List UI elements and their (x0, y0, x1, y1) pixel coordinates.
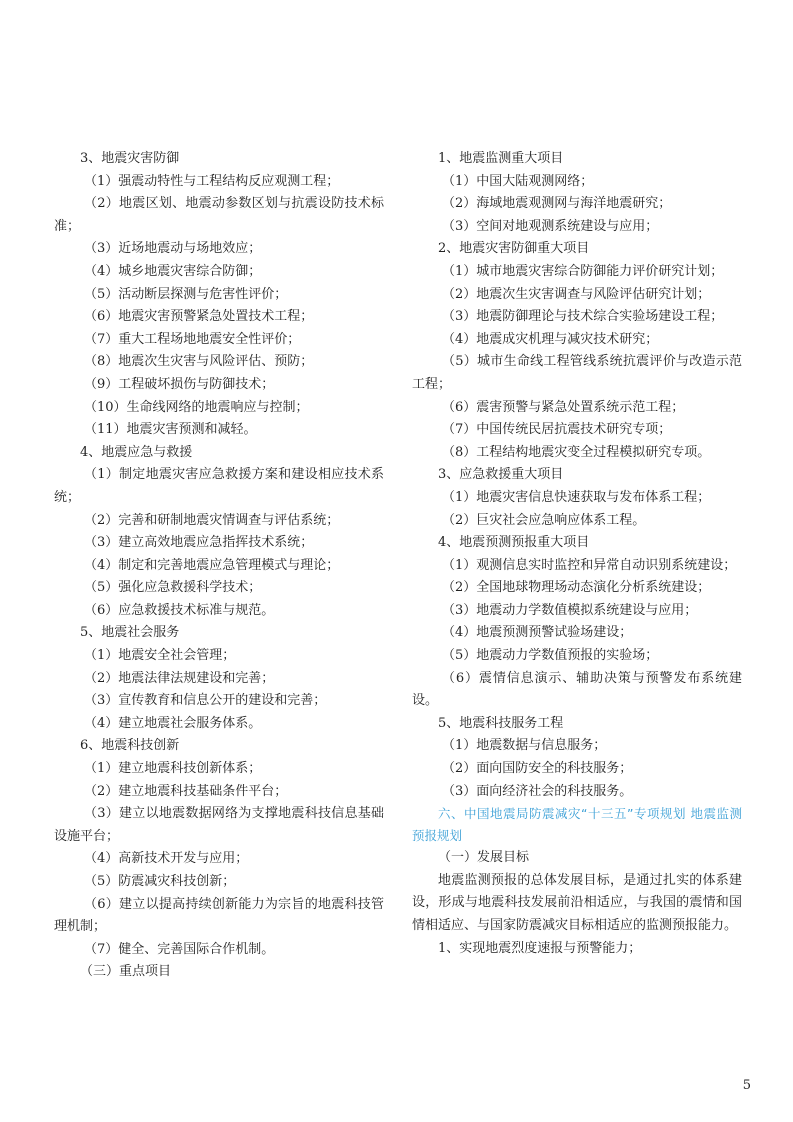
list-item: （6）建立以提高持续创新能力为宗旨的地震科技管理机制； (54, 896, 384, 935)
list-item: （4）高新技术开发与应用； (84, 851, 249, 867)
list-item: （6）震情信息演示、辅助决策与预警发布系统建设。 (412, 670, 742, 709)
list-item: （1）地震安全社会管理； (84, 648, 236, 664)
list-item: （8）工程结构地震灾变全过程模拟研究专项。 (442, 444, 711, 460)
list-item: （6）应急救援技术标准与规范。 (84, 602, 275, 618)
list-item: （1）地震数据与信息服务； (442, 738, 607, 754)
list-item: （3）空间对地观测系统建设与应用； (442, 218, 659, 234)
list-item: （11）地震灾害预测和减轻。 (84, 422, 257, 438)
section-title: 六、中国地震局防震减灾“十三五”专项规划 地震监测预报规划 (412, 806, 742, 844)
list-item: （2）面向国防安全的科技服务； (442, 761, 633, 777)
heading: 2、地震灾害防御重大项目 (438, 241, 590, 257)
list-item: （4）地震成灾机理与减灾技术研究； (442, 331, 659, 347)
list-item: （4）制定和完善地震应急管理模式与理论； (84, 557, 340, 573)
heading: 5、地震社会服务 (80, 625, 180, 641)
list-item: （8）地震次生灾害与风险评估、预防； (84, 354, 314, 370)
list-item: （6）地震灾害预警紧急处置技术工程； (84, 309, 314, 325)
list-item: （2）完善和研制地震灾情调查与评估系统； (84, 512, 340, 528)
list-item: （3）建立高效地震应急指挥技术系统； (84, 535, 314, 551)
list-item: （5）地震动力学数值预报的实验场； (442, 648, 659, 664)
list-item: （1）观测信息实时监控和异常自动识别系统建设； (442, 557, 737, 573)
list-item: （5）防震减灾科技创新； (84, 874, 236, 889)
list-item: （4）地震预测预警试验场建设； (442, 625, 633, 641)
heading: 1、实现地震烈度速报与预警能力； (438, 940, 642, 956)
list-item: （2）巨灾社会应急响应体系工程。 (442, 512, 646, 528)
list-item: （3）建立以地震数据网络为支撑地震科技信息基础设施平台； (54, 806, 384, 844)
heading: 6、地震科技创新 (80, 738, 180, 754)
list-item: （5）强化应急救援科学技术； (84, 580, 262, 596)
list-item: （2）建立地震科技基础条件平台； (84, 783, 288, 799)
list-item: （1）制定地震灾害应急救援方案和建设相应技术系统； (54, 467, 384, 505)
list-item: （4）建立地震社会服务体系。 (84, 715, 262, 731)
heading: 1、地震监测重大项目 (438, 151, 564, 166)
page-number: 5 (742, 1078, 751, 1093)
list-item: （7）中国传统民居抗震技术研究专项； (442, 422, 672, 438)
list-item: （7）重大工程场地地震安全性评价； (84, 331, 301, 347)
heading: 5、地震科技服务工程 (438, 715, 564, 731)
list-item: （4）城乡地震灾害综合防御； (84, 263, 262, 279)
list-item: （1）建立地震科技创新体系； (84, 761, 262, 777)
list-item: （2）地震次生灾害调查与风险评估研究计划； (442, 286, 711, 302)
list-item: （3）宣传教育和信息公开的建设和完善； (84, 693, 327, 709)
list-item: （2）海域地震观测网与海洋地震研究； (442, 196, 672, 212)
list-item: （1）中国大陆观测网络； (442, 173, 594, 189)
list-item: （6）震害预警与紧急处置系统示范工程； (442, 399, 685, 415)
list-item: （2）地震法律法规建设和完善； (84, 670, 275, 686)
heading: 3、地震灾害防御 (80, 151, 180, 166)
list-item: （7）健全、完善国际合作机制。 (84, 941, 275, 957)
heading: （一）发展目标 (438, 850, 530, 866)
heading: 4、地震预测预报重大项目 (438, 535, 590, 551)
list-item: （1）地震灾害信息快速获取与发布体系工程； (442, 489, 711, 505)
heading: 3、应急救援重大项目 (438, 467, 564, 483)
list-item: （1）强震动特性与工程结构反应观测工程； (84, 173, 340, 189)
list-item: （5）城市生命线工程管线系统抗震评价与改造示范工程； (412, 354, 742, 392)
list-item: （3）地震防御理论与技术综合实验场建设工程； (442, 309, 724, 325)
list-item: （10）生命线网络的地震响应与控制； (84, 399, 309, 415)
heading: 4、地震应急与救援 (80, 444, 193, 460)
list-item: （9）工程破坏损伤与防御技术； (84, 376, 275, 392)
list-item: （1）城市地震灾害综合防御能力评价研究计划； (442, 263, 724, 279)
heading: （三）重点项目 (80, 964, 172, 980)
list-item: （2）地震区划、地震动参数区划与抗震设防技术标准； (54, 196, 384, 234)
list-item: （3）地震动力学数值模拟系统建设与应用； (442, 602, 698, 618)
list-item: （3）近场地震动与场地效应； (84, 241, 262, 257)
list-item: （5）活动断层探测与危害性评价； (84, 286, 288, 302)
left-text-column (54, 148, 384, 984)
list-item: （2）全国地球物理场动态演化分析系统建设； (442, 580, 711, 596)
list-item: （3）面向经济社会的科技服务。 (442, 783, 633, 799)
right-text-column (412, 148, 742, 960)
paragraph: 地震监测预报的总体发展目标，是通过扎实的体系建设，形成与地震科技发展前沿相适应，与我国的震情和国情相适应、与国家防震减灾目标相适应的监测预报能力。 (412, 872, 742, 933)
